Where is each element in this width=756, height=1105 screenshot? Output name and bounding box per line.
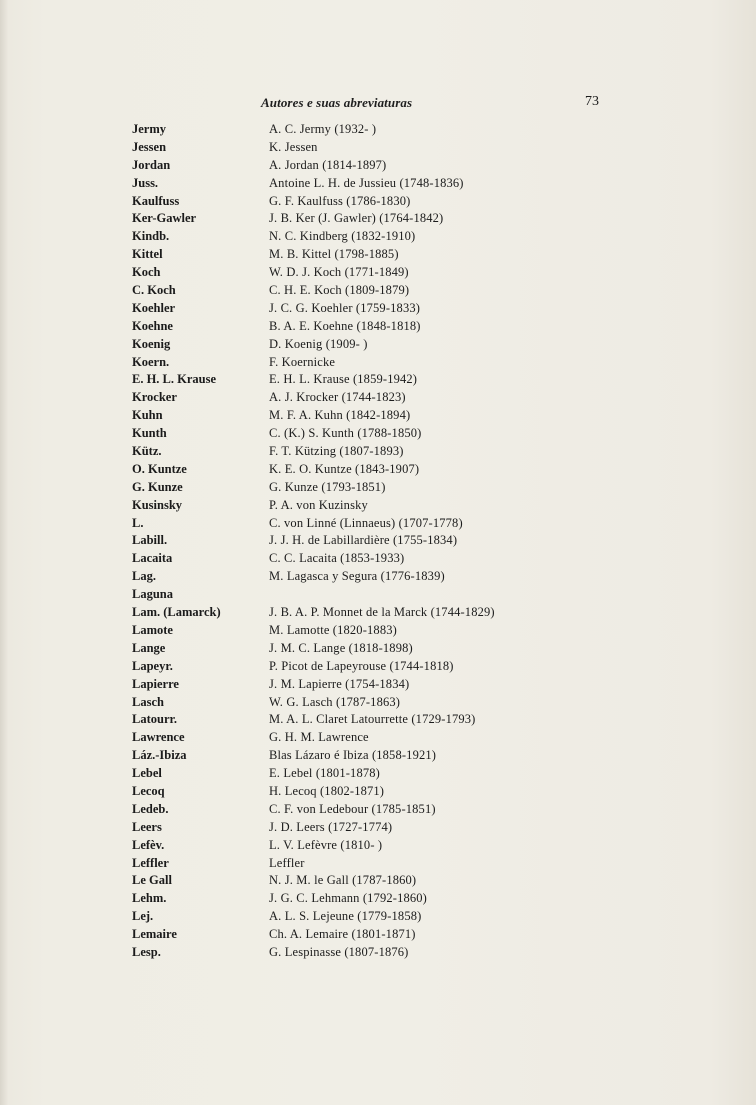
author-full-name: J. M. C. Lange (1818-1898) [269, 640, 413, 655]
author-abbreviation: Koehne [132, 318, 173, 333]
author-full-name: Leffler [269, 855, 305, 870]
author-abbreviation: Ker-Gawler [132, 211, 197, 226]
list-item [0, 389, 756, 407]
author-abbreviation: Lacaita [132, 551, 173, 566]
author-abbreviation: Lefèv. [132, 837, 165, 852]
author-full-name: C. C. Lacaita (1853-1933) [269, 551, 405, 566]
author-abbreviation: Kusinsky [132, 497, 183, 512]
author-abbreviation: Leers [132, 819, 162, 834]
author-abbreviation: Labill. [132, 533, 168, 548]
author-abbreviation: O. Kuntze [132, 461, 187, 476]
list-item [0, 425, 756, 443]
list-item [0, 872, 756, 890]
author-abbreviation: Lemaire [132, 927, 177, 942]
author-abbreviation: L. [132, 515, 144, 530]
author-abbreviation: Lag. [132, 569, 156, 584]
list-item [0, 139, 756, 157]
author-full-name: A. J. Krocker (1744-1823) [269, 390, 406, 405]
author-full-name: G. Kunze (1793-1851) [269, 479, 386, 494]
author-full-name: F. T. Kützing (1807-1893) [269, 444, 404, 459]
author-full-name: A. C. Jermy (1932- ) [269, 122, 377, 136]
author-full-name: G. F. Kaulfuss (1786-1830) [269, 193, 411, 208]
list-item [0, 926, 756, 944]
author-abbreviation: Krocker [132, 390, 177, 405]
list-item [0, 318, 756, 336]
list-item [0, 568, 756, 586]
author-full-name: C. F. von Ledebour (1785-1851) [269, 801, 436, 816]
author-full-name: N. J. M. le Gall (1787-1860) [269, 873, 417, 888]
author-full-name: A. Jordan (1814-1897) [269, 157, 387, 172]
list-item [0, 640, 756, 658]
list-item [0, 765, 756, 783]
running-title: Autores e suas abreviaturas [261, 95, 413, 110]
list-item [0, 819, 756, 837]
author-full-name: M. Lamotte (1820-1883) [269, 622, 397, 637]
author-abbreviation: Lebel [132, 766, 162, 781]
list-item [0, 157, 756, 175]
author-full-name: P. Picot de Lapeyrouse (1744-1818) [269, 658, 454, 673]
author-abbreviation: Latourr. [132, 712, 178, 727]
list-item [0, 604, 756, 622]
list-item [0, 515, 756, 533]
author-abbreviation: Lehm. [132, 891, 167, 906]
author-full-name: G. H. M. Lawrence [269, 730, 369, 745]
list-item [0, 193, 756, 211]
author-abbreviation: Jessen [132, 139, 167, 154]
list-item [0, 479, 756, 497]
list-item [0, 801, 756, 819]
author-full-name: W. D. J. Koch (1771-1849) [269, 265, 409, 280]
list-item [0, 461, 756, 479]
author-full-name: M. A. L. Claret Latourrette (1729-1793) [269, 712, 476, 727]
author-full-name: G. Lespinasse (1807-1876) [269, 944, 409, 959]
author-abbreviation: Kuhn [132, 408, 163, 423]
list-item [0, 711, 756, 729]
author-abbreviation: Kütz. [132, 444, 162, 459]
author-abbreviation: Koehler [132, 300, 176, 315]
author-abbreviation: Lapeyr. [132, 658, 173, 673]
list-item [0, 354, 756, 372]
list-item [0, 282, 756, 300]
list-item [0, 676, 756, 694]
author-full-name: P. A. von Kuzinsky [269, 497, 368, 512]
author-abbreviation: Jermy [132, 122, 167, 136]
list-item [0, 694, 756, 712]
author-abbreviation: Lapierre [132, 676, 179, 691]
author-full-name: Blas Lázaro é Ibiza (1858-1921) [269, 748, 437, 763]
author-full-name: J. J. H. de Labillardière (1755-1834) [269, 533, 458, 548]
list-item [0, 371, 756, 389]
author-full-name: D. Koenig (1909- ) [269, 336, 368, 351]
author-full-name: K. Jessen [269, 139, 318, 154]
list-item [0, 908, 756, 926]
author-abbreviation: Koern. [132, 354, 170, 369]
author-full-name: J. B. Ker (J. Gawler) (1764-1842) [269, 211, 444, 226]
author-full-name: J. G. C. Lehmann (1792-1860) [269, 891, 427, 906]
list-item [0, 747, 756, 765]
author-full-name: C. (K.) S. Kunth (1788-1850) [269, 426, 422, 441]
list-item [0, 622, 756, 640]
author-abbreviation: Lasch [132, 694, 164, 709]
list-item [0, 550, 756, 568]
author-full-name: L. V. Lefèvre (1810- ) [269, 837, 383, 852]
author-abbreviation: Lesp. [132, 944, 161, 959]
author-full-name: M. Lagasca y Segura (1776-1839) [269, 569, 445, 584]
list-item [0, 336, 756, 354]
author-full-name: J. M. Lapierre (1754-1834) [269, 676, 410, 691]
author-full-name: E. H. L. Krause (1859-1942) [269, 372, 418, 387]
list-item [0, 532, 756, 550]
author-full-name: C. H. E. Koch (1809-1879) [269, 283, 410, 298]
author-abbreviation: E. H. L. Krause [132, 372, 217, 387]
list-item [0, 586, 756, 604]
author-abbreviation: Lam. (Lamarck) [132, 605, 221, 620]
author-abbreviation: Koch [132, 265, 161, 280]
list-item [0, 300, 756, 318]
author-abbreviation: Lej. [132, 909, 154, 924]
list-item [0, 246, 756, 264]
author-abbreviation: C. Koch [132, 283, 176, 298]
list-item [0, 264, 756, 282]
author-abbreviation: Kunth [132, 426, 167, 441]
author-abbreviation: Juss. [132, 175, 159, 190]
author-abbreviation: Lange [132, 640, 166, 655]
author-full-name: J. B. A. P. Monnet de la Marck (1744-1829) [269, 605, 495, 620]
list-item [0, 837, 756, 855]
author-full-name: B. A. E. Koehne (1848-1818) [269, 318, 421, 333]
author-abbreviation: Kindb. [132, 229, 170, 244]
author-full-name: C. von Linné (Linnaeus) (1707-1778) [269, 515, 463, 530]
author-abbreviation: Lamote [132, 622, 173, 637]
author-abbreviation: Kaulfuss [132, 193, 180, 208]
author-full-name: J. C. G. Koehler (1759-1833) [269, 300, 421, 315]
author-full-name: N. C. Kindberg (1832-1910) [269, 229, 416, 244]
author-abbreviation: Le Gall [132, 873, 172, 888]
list-item [0, 729, 756, 747]
author-full-name: M. B. Kittel (1798-1885) [269, 247, 399, 262]
author-full-name: F. Koernicke [269, 354, 336, 369]
list-item [0, 783, 756, 801]
list-item [0, 407, 756, 425]
author-full-name: Antoine L. H. de Jussieu (1748-1836) [269, 175, 464, 190]
author-abbreviation: Laguna [132, 587, 173, 602]
author-full-name: W. G. Lasch (1787-1863) [269, 694, 401, 709]
author-abbreviation: Leffler [132, 855, 169, 870]
author-full-name: K. E. O. Kuntze (1843-1907) [269, 461, 420, 476]
author-abbreviation: Lawrence [132, 730, 185, 745]
author-abbreviation: G. Kunze [132, 479, 183, 494]
list-item [0, 944, 756, 962]
list-item [0, 175, 756, 193]
list-item [0, 855, 756, 873]
author-full-name: A. L. S. Lejeune (1779-1858) [269, 909, 422, 924]
author-abbreviation: Kittel [132, 247, 163, 262]
author-full-name: E. Lebel (1801-1878) [269, 766, 380, 781]
author-full-name: J. D. Leers (1727-1774) [269, 819, 393, 834]
author-abbreviation: Jordan [132, 157, 171, 172]
list-item [0, 210, 756, 228]
author-full-name: Ch. A. Lemaire (1801-1871) [269, 927, 416, 942]
author-abbreviation: Lecoq [132, 783, 165, 798]
list-item [0, 497, 756, 515]
author-abbreviation: Láz.-Ibiza [132, 748, 187, 763]
author-abbreviation-list [0, 121, 756, 962]
list-item [0, 228, 756, 246]
list-item [0, 443, 756, 461]
page-number: 73 [585, 94, 599, 109]
list-item [0, 890, 756, 908]
author-full-name: M. F. A. Kuhn (1842-1894) [269, 408, 411, 423]
author-abbreviation: Ledeb. [132, 801, 169, 816]
author-full-name: H. Lecoq (1802-1871) [269, 783, 385, 798]
author-abbreviation: Koenig [132, 336, 171, 351]
list-item [0, 658, 756, 676]
list-item [0, 121, 756, 139]
